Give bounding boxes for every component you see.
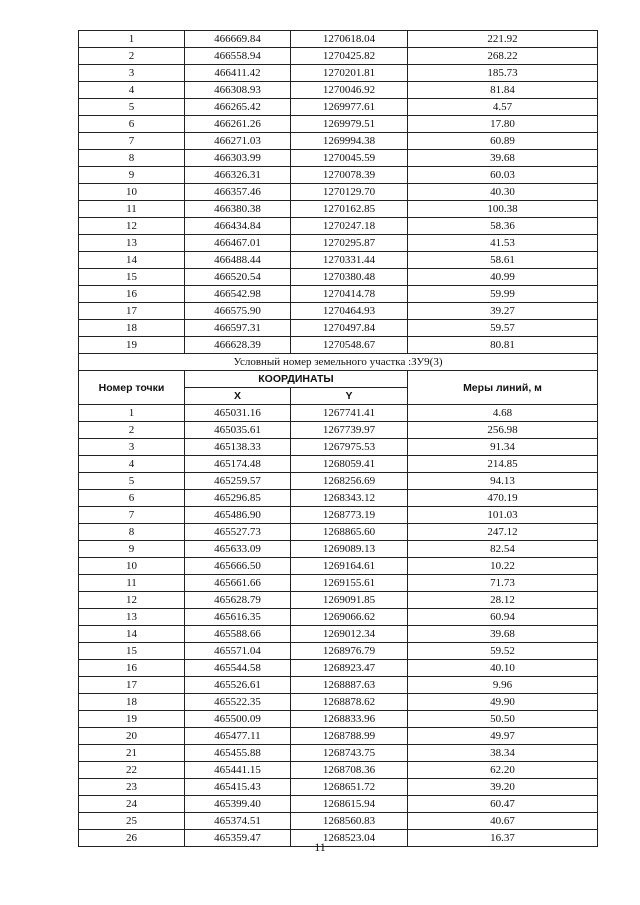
coordinates-table — [78, 30, 598, 847]
point-number-cell: 12 — [79, 218, 185, 235]
y-coordinate-cell: 1268887.63 — [291, 677, 408, 694]
y-coordinate-cell: 1269091.85 — [291, 592, 408, 609]
line-length-cell: 91.34 — [408, 439, 598, 456]
point-number-cell: 17 — [79, 303, 185, 320]
line-length-cell: 16.37 — [408, 830, 598, 847]
line-length-cell: 49.90 — [408, 694, 598, 711]
point-number-cell: 2 — [79, 422, 185, 439]
point-number-cell: 2 — [79, 48, 185, 65]
point-number-cell: 5 — [79, 99, 185, 116]
y-coordinate-cell: 1267739.97 — [291, 422, 408, 439]
point-number-cell: 10 — [79, 184, 185, 201]
y-coordinate-cell: 1269089.13 — [291, 541, 408, 558]
y-coordinate-cell: 1268343.12 — [291, 490, 408, 507]
point-number-cell: 20 — [79, 728, 185, 745]
table-row — [79, 813, 598, 830]
y-coordinate-cell: 1268560.83 — [291, 813, 408, 830]
y-coordinate-cell: 1270046.92 — [291, 82, 408, 99]
point-number-cell: 14 — [79, 252, 185, 269]
table-row — [79, 65, 598, 82]
table-row — [79, 31, 598, 48]
line-length-cell: 4.57 — [408, 99, 598, 116]
point-number-cell: 6 — [79, 116, 185, 133]
line-length-cell: 17.80 — [408, 116, 598, 133]
line-length-cell: 39.68 — [408, 626, 598, 643]
x-coordinate-cell: 465477.11 — [185, 728, 291, 745]
point-number-cell: 18 — [79, 320, 185, 337]
line-length-cell: 58.61 — [408, 252, 598, 269]
line-length-cell: 82.54 — [408, 541, 598, 558]
y-coordinate-cell: 1270162.85 — [291, 201, 408, 218]
point-number-cell: 13 — [79, 235, 185, 252]
x-coordinate-cell: 465616.35 — [185, 609, 291, 626]
y-coordinate-cell: 1268788.99 — [291, 728, 408, 745]
header-y: Y — [291, 388, 408, 405]
x-coordinate-cell: 465455.88 — [185, 745, 291, 762]
table-row — [79, 286, 598, 303]
point-number-cell: 3 — [79, 65, 185, 82]
y-coordinate-cell: 1268708.36 — [291, 762, 408, 779]
point-number-cell: 13 — [79, 609, 185, 626]
point-number-cell: 11 — [79, 575, 185, 592]
x-coordinate-cell: 466628.39 — [185, 337, 291, 354]
x-coordinate-cell: 465035.61 — [185, 422, 291, 439]
page-number: 11 — [314, 840, 326, 854]
line-length-cell: 60.94 — [408, 609, 598, 626]
line-length-cell: 41.53 — [408, 235, 598, 252]
line-length-cell: 62.20 — [408, 762, 598, 779]
y-coordinate-cell: 1268773.19 — [291, 507, 408, 524]
y-coordinate-cell: 1270129.70 — [291, 184, 408, 201]
y-coordinate-cell: 1270497.84 — [291, 320, 408, 337]
point-number-cell: 15 — [79, 643, 185, 660]
x-coordinate-cell: 465031.16 — [185, 405, 291, 422]
x-coordinate-cell: 466380.38 — [185, 201, 291, 218]
y-coordinate-cell: 1270295.87 — [291, 235, 408, 252]
x-coordinate-cell: 466520.54 — [185, 269, 291, 286]
x-coordinate-cell: 466265.42 — [185, 99, 291, 116]
y-coordinate-cell: 1270548.67 — [291, 337, 408, 354]
line-length-cell: 268.22 — [408, 48, 598, 65]
line-length-cell: 58.36 — [408, 218, 598, 235]
x-coordinate-cell: 465661.66 — [185, 575, 291, 592]
point-number-cell: 3 — [79, 439, 185, 456]
table-row — [79, 660, 598, 677]
line-length-cell: 60.47 — [408, 796, 598, 813]
table-row — [79, 473, 598, 490]
x-coordinate-cell: 466669.84 — [185, 31, 291, 48]
point-number-cell: 18 — [79, 694, 185, 711]
x-coordinate-cell: 465571.04 — [185, 643, 291, 660]
table-row — [79, 575, 598, 592]
table-row — [79, 167, 598, 184]
y-coordinate-cell: 1268059.41 — [291, 456, 408, 473]
line-length-cell: 9.96 — [408, 677, 598, 694]
x-coordinate-cell: 465588.66 — [185, 626, 291, 643]
table-row — [79, 201, 598, 218]
parcel-caption: Условный номер земельного участка :ЗУ9(3) — [79, 354, 598, 371]
table-row — [79, 405, 598, 422]
table-row — [79, 320, 598, 337]
line-length-cell: 81.84 — [408, 82, 598, 99]
y-coordinate-cell: 1270078.39 — [291, 167, 408, 184]
header-coordinates: КООРДИНАТЫ — [185, 371, 408, 388]
point-number-cell: 21 — [79, 745, 185, 762]
x-coordinate-cell: 465399.40 — [185, 796, 291, 813]
y-coordinate-cell: 1268615.94 — [291, 796, 408, 813]
x-coordinate-cell: 465666.50 — [185, 558, 291, 575]
point-number-cell: 15 — [79, 269, 185, 286]
table-row — [79, 524, 598, 541]
table-row — [79, 116, 598, 133]
line-length-cell: 40.67 — [408, 813, 598, 830]
table-row — [79, 439, 598, 456]
line-length-cell: 80.81 — [408, 337, 598, 354]
x-coordinate-cell: 466597.31 — [185, 320, 291, 337]
point-number-cell: 22 — [79, 762, 185, 779]
y-coordinate-cell: 1270331.44 — [291, 252, 408, 269]
x-coordinate-cell: 465486.90 — [185, 507, 291, 524]
point-number-cell: 26 — [79, 830, 185, 847]
x-coordinate-cell: 465441.15 — [185, 762, 291, 779]
x-coordinate-cell: 465628.79 — [185, 592, 291, 609]
x-coordinate-cell: 466261.26 — [185, 116, 291, 133]
table-row — [79, 184, 598, 201]
line-length-cell: 214.85 — [408, 456, 598, 473]
table-row — [79, 541, 598, 558]
y-coordinate-cell: 1269155.61 — [291, 575, 408, 592]
y-coordinate-cell: 1270201.81 — [291, 65, 408, 82]
table-row — [79, 303, 598, 320]
point-number-cell: 9 — [79, 541, 185, 558]
line-length-cell: 60.89 — [408, 133, 598, 150]
table-row — [79, 762, 598, 779]
point-number-cell: 25 — [79, 813, 185, 830]
point-number-cell: 10 — [79, 558, 185, 575]
y-coordinate-cell: 1270414.78 — [291, 286, 408, 303]
line-length-cell: 39.27 — [408, 303, 598, 320]
point-number-cell: 19 — [79, 711, 185, 728]
x-coordinate-cell: 466575.90 — [185, 303, 291, 320]
x-coordinate-cell: 465138.33 — [185, 439, 291, 456]
line-length-cell: 247.12 — [408, 524, 598, 541]
line-length-cell: 59.52 — [408, 643, 598, 660]
point-number-cell: 9 — [79, 167, 185, 184]
y-coordinate-cell: 1270425.82 — [291, 48, 408, 65]
table-row — [79, 235, 598, 252]
line-length-cell: 10.22 — [408, 558, 598, 575]
x-coordinate-cell: 466411.42 — [185, 65, 291, 82]
line-length-cell: 101.03 — [408, 507, 598, 524]
y-coordinate-cell: 1269164.61 — [291, 558, 408, 575]
y-coordinate-cell: 1268743.75 — [291, 745, 408, 762]
point-number-cell: 12 — [79, 592, 185, 609]
x-coordinate-cell: 466303.99 — [185, 150, 291, 167]
y-coordinate-cell: 1270247.18 — [291, 218, 408, 235]
x-coordinate-cell: 465259.57 — [185, 473, 291, 490]
line-length-cell: 49.97 — [408, 728, 598, 745]
x-coordinate-cell: 466558.94 — [185, 48, 291, 65]
point-number-cell: 1 — [79, 31, 185, 48]
table-row — [79, 490, 598, 507]
y-coordinate-cell: 1270045.59 — [291, 150, 408, 167]
point-number-cell: 11 — [79, 201, 185, 218]
table-row — [79, 82, 598, 99]
x-coordinate-cell: 466357.46 — [185, 184, 291, 201]
point-number-cell: 7 — [79, 507, 185, 524]
table-row — [79, 694, 598, 711]
table-row — [79, 99, 598, 116]
x-coordinate-cell: 465296.85 — [185, 490, 291, 507]
line-length-cell: 40.30 — [408, 184, 598, 201]
line-length-cell: 39.20 — [408, 779, 598, 796]
point-number-cell: 8 — [79, 150, 185, 167]
x-coordinate-cell: 465544.58 — [185, 660, 291, 677]
table-row — [79, 728, 598, 745]
table-row — [79, 711, 598, 728]
table-row — [79, 218, 598, 235]
table-row — [79, 643, 598, 660]
x-coordinate-cell: 465527.73 — [185, 524, 291, 541]
x-coordinate-cell: 465526.61 — [185, 677, 291, 694]
line-length-cell: 38.34 — [408, 745, 598, 762]
line-length-cell: 71.73 — [408, 575, 598, 592]
point-number-cell: 4 — [79, 82, 185, 99]
header-point-number: Номер точки — [79, 371, 185, 405]
point-number-cell: 6 — [79, 490, 185, 507]
y-coordinate-cell: 1269979.51 — [291, 116, 408, 133]
y-coordinate-cell: 1267741.41 — [291, 405, 408, 422]
y-coordinate-cell: 1268878.62 — [291, 694, 408, 711]
table2-body — [79, 405, 598, 847]
line-length-cell: 60.03 — [408, 167, 598, 184]
y-coordinate-cell: 1268651.72 — [291, 779, 408, 796]
point-number-cell: 7 — [79, 133, 185, 150]
line-length-cell: 221.92 — [408, 31, 598, 48]
line-length-cell: 28.12 — [408, 592, 598, 609]
x-coordinate-cell: 465359.47 — [185, 830, 291, 847]
line-length-cell: 39.68 — [408, 150, 598, 167]
y-coordinate-cell: 1268976.79 — [291, 643, 408, 660]
point-number-cell: 8 — [79, 524, 185, 541]
table-row — [79, 133, 598, 150]
point-number-cell: 19 — [79, 337, 185, 354]
section2-header — [79, 354, 598, 405]
y-coordinate-cell: 1270618.04 — [291, 31, 408, 48]
table-row — [79, 558, 598, 575]
x-coordinate-cell: 465415.43 — [185, 779, 291, 796]
table-row — [79, 48, 598, 65]
line-length-cell: 94.13 — [408, 473, 598, 490]
x-coordinate-cell: 465522.35 — [185, 694, 291, 711]
y-coordinate-cell: 1270380.48 — [291, 269, 408, 286]
x-coordinate-cell: 465500.09 — [185, 711, 291, 728]
line-length-cell: 185.73 — [408, 65, 598, 82]
x-coordinate-cell: 466308.93 — [185, 82, 291, 99]
x-coordinate-cell: 466542.98 — [185, 286, 291, 303]
y-coordinate-cell: 1269012.34 — [291, 626, 408, 643]
y-coordinate-cell: 1269994.38 — [291, 133, 408, 150]
point-number-cell: 16 — [79, 286, 185, 303]
table-row — [79, 745, 598, 762]
x-coordinate-cell: 466271.03 — [185, 133, 291, 150]
table-row — [79, 779, 598, 796]
line-length-cell: 100.38 — [408, 201, 598, 218]
y-coordinate-cell: 1268256.69 — [291, 473, 408, 490]
table-row — [79, 626, 598, 643]
point-number-cell: 4 — [79, 456, 185, 473]
y-coordinate-cell: 1268865.60 — [291, 524, 408, 541]
line-length-cell: 59.57 — [408, 320, 598, 337]
table-row — [79, 677, 598, 694]
x-coordinate-cell: 466467.01 — [185, 235, 291, 252]
table-row — [79, 507, 598, 524]
x-coordinate-cell: 465374.51 — [185, 813, 291, 830]
point-number-cell: 14 — [79, 626, 185, 643]
table-row — [79, 150, 598, 167]
header-line-length: Меры линий, м — [408, 371, 598, 405]
line-length-cell: 4.68 — [408, 405, 598, 422]
y-coordinate-cell: 1269977.61 — [291, 99, 408, 116]
line-length-cell: 40.10 — [408, 660, 598, 677]
point-number-cell: 24 — [79, 796, 185, 813]
point-number-cell: 5 — [79, 473, 185, 490]
point-number-cell: 1 — [79, 405, 185, 422]
table-row — [79, 609, 598, 626]
point-number-cell: 16 — [79, 660, 185, 677]
table-row — [79, 252, 598, 269]
table-row — [79, 337, 598, 354]
x-coordinate-cell: 466326.31 — [185, 167, 291, 184]
line-length-cell: 256.98 — [408, 422, 598, 439]
x-coordinate-cell: 465633.09 — [185, 541, 291, 558]
y-coordinate-cell: 1268523.04 — [291, 830, 408, 847]
y-coordinate-cell: 1269066.62 — [291, 609, 408, 626]
line-length-cell: 50.50 — [408, 711, 598, 728]
table-row — [79, 796, 598, 813]
x-coordinate-cell: 466434.84 — [185, 218, 291, 235]
line-length-cell: 470.19 — [408, 490, 598, 507]
y-coordinate-cell: 1268923.47 — [291, 660, 408, 677]
y-coordinate-cell: 1268833.96 — [291, 711, 408, 728]
table-row — [79, 592, 598, 609]
table-row — [79, 422, 598, 439]
line-length-cell: 59.99 — [408, 286, 598, 303]
line-length-cell: 40.99 — [408, 269, 598, 286]
table1-body — [79, 31, 598, 354]
point-number-cell: 23 — [79, 779, 185, 796]
table-row — [79, 269, 598, 286]
header-x: X — [185, 388, 291, 405]
y-coordinate-cell: 1270464.93 — [291, 303, 408, 320]
y-coordinate-cell: 1267975.53 — [291, 439, 408, 456]
x-coordinate-cell: 465174.48 — [185, 456, 291, 473]
table-row — [79, 456, 598, 473]
x-coordinate-cell: 466488.44 — [185, 252, 291, 269]
point-number-cell: 17 — [79, 677, 185, 694]
